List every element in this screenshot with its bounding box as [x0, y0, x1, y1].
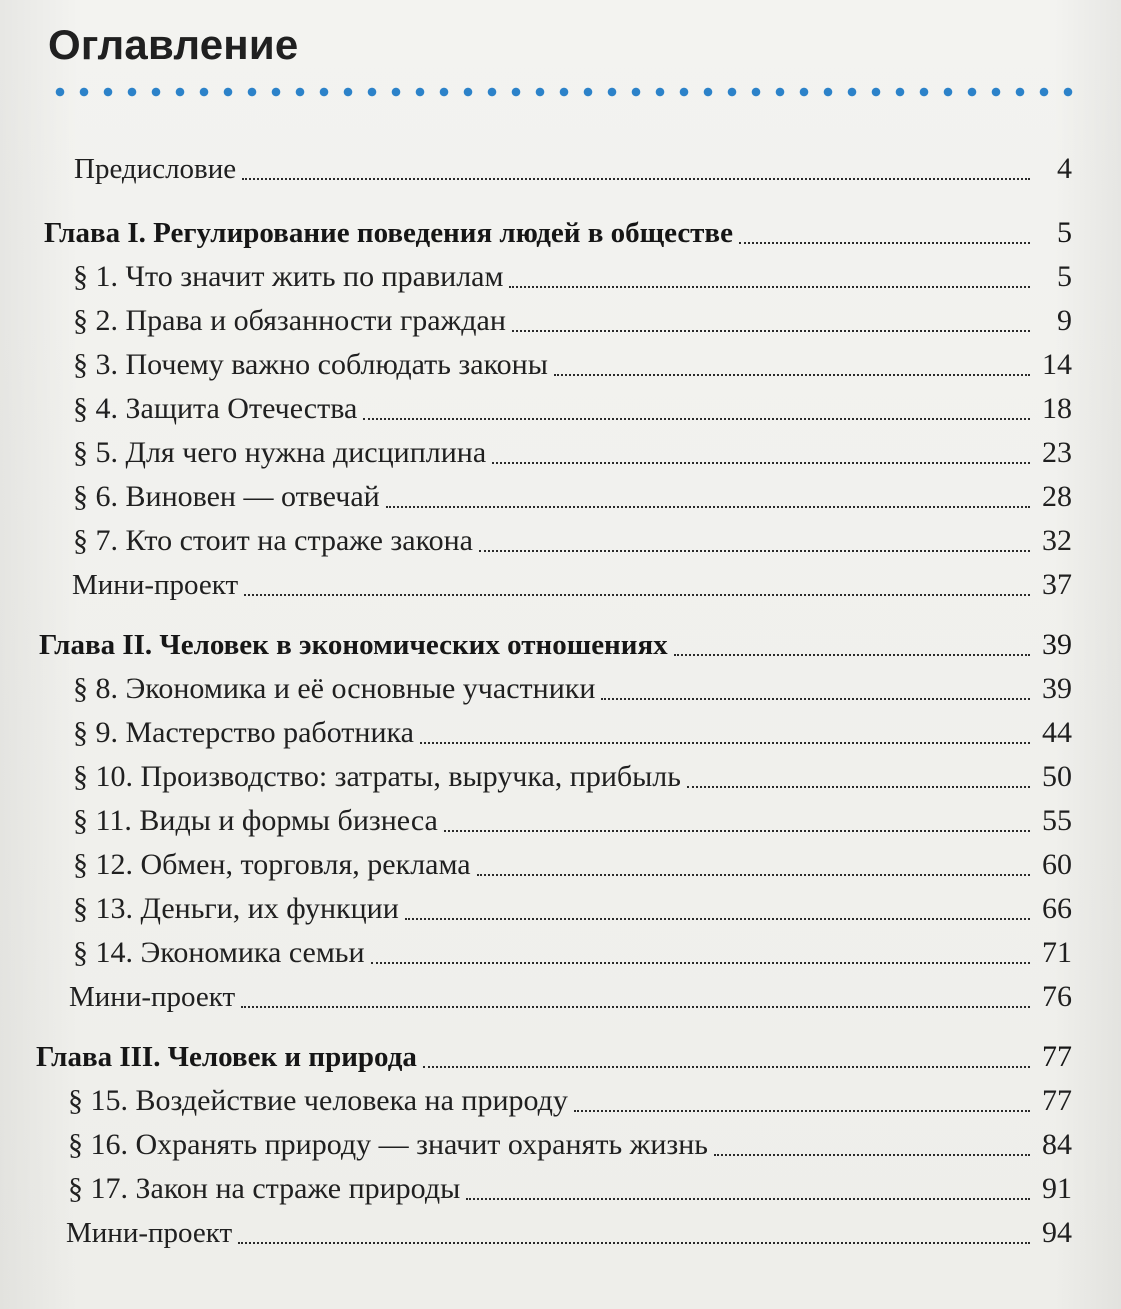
dot-leader: [492, 440, 1030, 464]
page-number: 50: [1042, 760, 1072, 793]
page-number: 4: [1057, 152, 1072, 185]
dot-leader: [512, 308, 1030, 332]
section-title: § 15. Воздействие человека на природу: [68, 1084, 568, 1117]
page-number: 84: [1042, 1128, 1072, 1161]
toc-section-row: [73, 792, 1072, 836]
dot-leader: [363, 396, 1030, 420]
page-number: 39: [1042, 628, 1072, 661]
toc-section-row: [73, 512, 1072, 556]
dot-leader: [420, 720, 1030, 744]
section-title: § 12. Обмен, торговля, реклама: [73, 848, 471, 881]
page-number: 94: [1042, 1216, 1072, 1249]
mini-project-title: Мини-проект: [66, 1217, 233, 1249]
dot-leader: [479, 528, 1030, 552]
dot-leader: [739, 220, 1030, 244]
toc-mini-project-row: [66, 1204, 1072, 1248]
section-title: § 11. Виды и формы бизнеса: [73, 804, 438, 837]
page-number: 71: [1042, 936, 1072, 969]
dot-leader: [371, 940, 1030, 964]
dot-leader: [601, 676, 1030, 700]
toc-section-row: [73, 292, 1072, 336]
page-number: 32: [1042, 524, 1072, 557]
toc-mini-project-row: [72, 556, 1072, 600]
toc-section-row: [73, 880, 1072, 924]
section-title: § 14. Экономика семьи: [73, 936, 365, 969]
dot-leader: [674, 632, 1030, 656]
dot-leader: [242, 156, 1030, 180]
mini-project-title: Мини-проект: [72, 569, 239, 601]
toc-section-row: [73, 380, 1072, 424]
toc-section-row: [73, 748, 1072, 792]
page-number: 39: [1042, 672, 1072, 705]
dot-leader: [477, 852, 1030, 876]
dot-leader: [238, 1220, 1030, 1244]
dot-leader: [241, 984, 1030, 1008]
page-number: 77: [1042, 1040, 1072, 1073]
chapter-title: Глава III. Человек и природа: [36, 1041, 417, 1073]
dotted-divider: [48, 87, 1077, 97]
dot-leader: [687, 764, 1030, 788]
page-number: 28: [1042, 480, 1072, 513]
section-title: § 8. Экономика и её основные участники: [73, 672, 596, 705]
section-title: § 5. Для чего нужна дисциплина: [73, 436, 487, 469]
page-number: 23: [1042, 436, 1072, 469]
page-number: 60: [1042, 848, 1072, 881]
page-number: 44: [1042, 716, 1072, 749]
page-title: Оглавление: [48, 21, 299, 68]
toc-section-row: [73, 248, 1072, 292]
toc-section-row: [73, 836, 1072, 880]
page-number: 37: [1042, 568, 1072, 601]
page-number: 91: [1042, 1172, 1072, 1205]
section-title: § 2. Права и обязанности граждан: [73, 304, 506, 337]
section-title: § 17. Закон на страже природы: [68, 1172, 461, 1205]
page-number: 18: [1042, 392, 1072, 425]
mini-project-title: Мини-проект: [69, 981, 236, 1013]
toc-section-row: [68, 1160, 1072, 1204]
dot-leader: [386, 484, 1030, 508]
toc-mini-project-row: [69, 968, 1072, 1012]
dot-leader: [714, 1132, 1030, 1156]
page-number: 9: [1057, 304, 1072, 337]
section-title: § 10. Производство: затраты, выручка, прибыль: [73, 760, 681, 793]
dot-leader: [554, 352, 1030, 376]
page-number: 66: [1042, 892, 1072, 925]
page-number: 5: [1057, 260, 1072, 293]
section-title: § 7. Кто стоит на страже закона: [73, 524, 473, 557]
toc-entry-label: Предисловие: [74, 153, 237, 185]
toc-section-row: [73, 924, 1072, 968]
toc-chapter-row: [44, 204, 1072, 248]
page-number: 14: [1042, 348, 1072, 381]
dot-leader: [423, 1044, 1030, 1068]
page-number: 5: [1057, 216, 1072, 249]
dot-leader: [574, 1088, 1030, 1112]
section-title: § 13. Деньги, их функции: [73, 892, 399, 925]
dot-leader: [405, 896, 1030, 920]
dot-leader: [466, 1176, 1030, 1200]
toc-section-row: [73, 660, 1072, 704]
toc-section-row: [73, 468, 1072, 512]
page-number: 76: [1042, 980, 1072, 1013]
chapter-title: Глава I. Регулирование поведения людей в обществе: [44, 217, 733, 249]
toc-preface-row: [74, 140, 1072, 184]
dot-leader: [244, 572, 1030, 596]
page-number: 55: [1042, 804, 1072, 837]
toc-section-row: [73, 704, 1072, 748]
toc-section-row: [73, 336, 1072, 380]
section-title: § 4. Защита Отечества: [73, 392, 358, 425]
section-title: § 9. Мастерство работника: [73, 716, 414, 749]
dot-leader: [444, 808, 1030, 832]
dot-leader: [509, 264, 1030, 288]
page-number: 77: [1042, 1084, 1072, 1117]
chapter-title: Глава II. Человек в экономических отношениях: [39, 629, 668, 661]
section-title: § 1. Что значит жить по правилам: [73, 260, 504, 293]
section-title: § 16. Охранять природу — значит охранять жизнь: [68, 1128, 708, 1161]
section-title: § 3. Почему важно соблюдать законы: [73, 348, 548, 381]
toc-chapter-row: [39, 616, 1072, 660]
toc-chapter-row: [36, 1028, 1072, 1072]
toc-section-row: [73, 424, 1072, 468]
section-title: § 6. Виновен — отвечай: [73, 480, 380, 513]
toc-section-row: [68, 1072, 1072, 1116]
toc-section-row: [68, 1116, 1072, 1160]
